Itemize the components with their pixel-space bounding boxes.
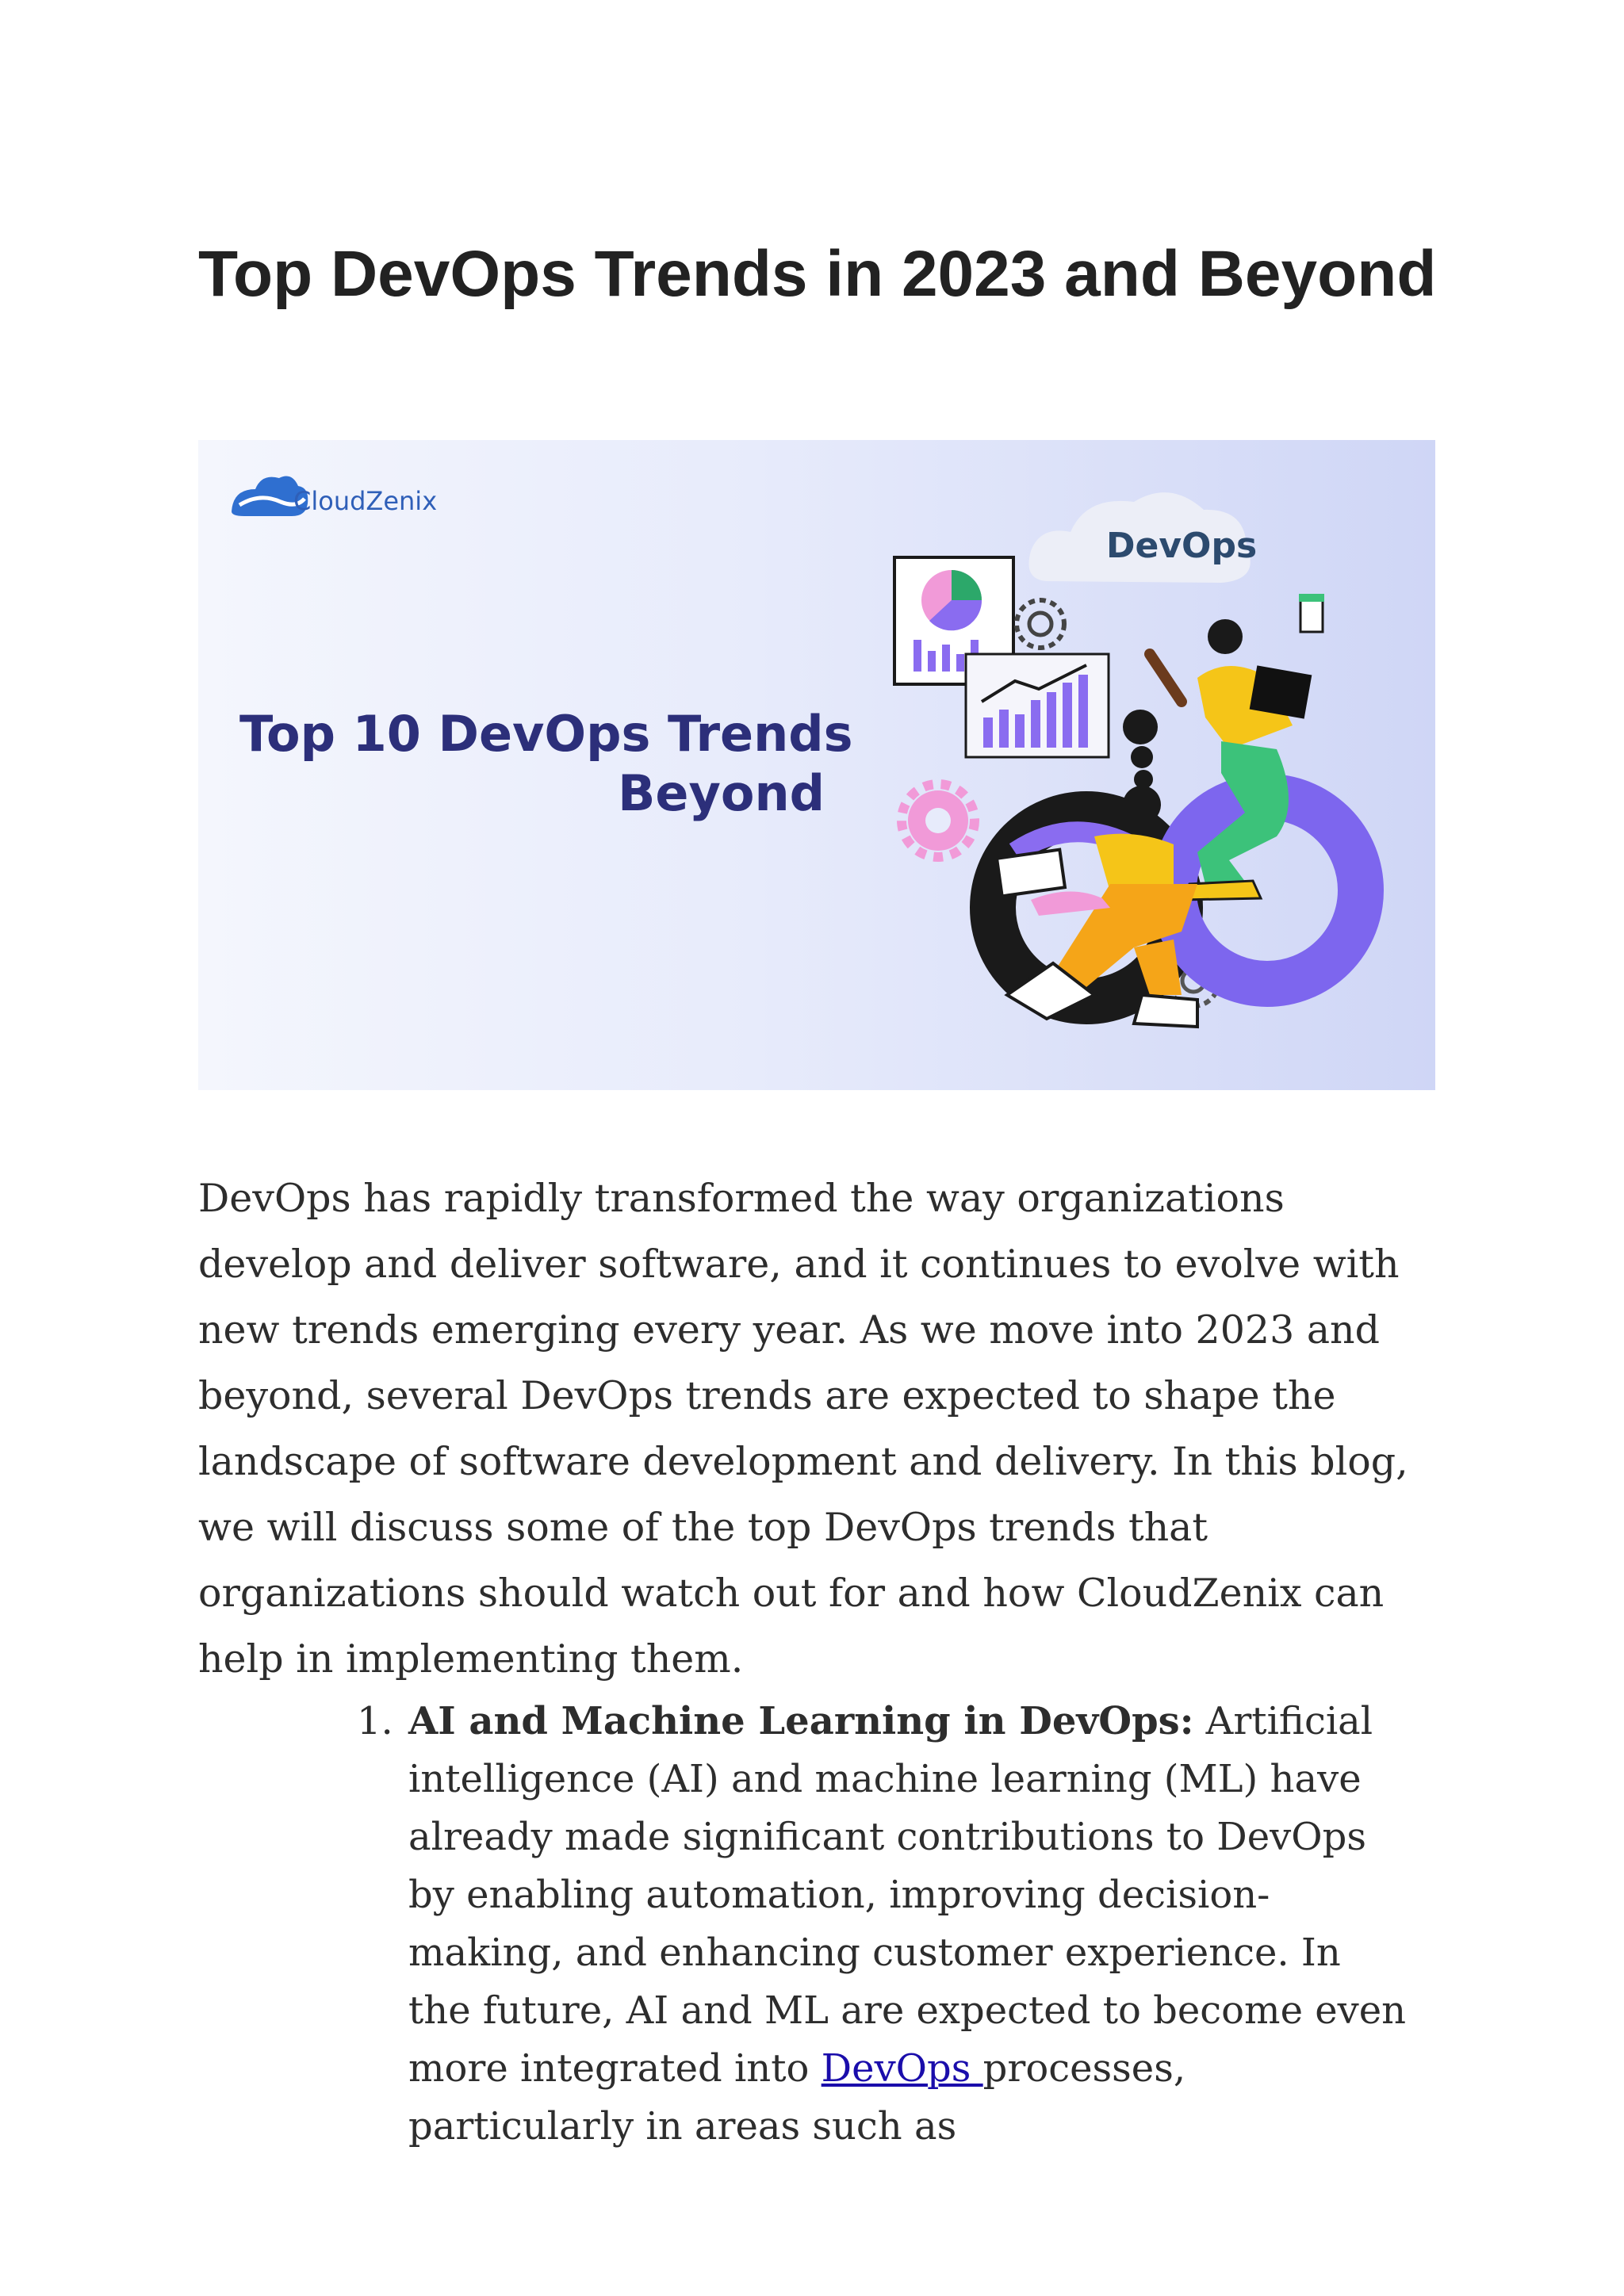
list-item-text: Artificial intelligence (AI) and machine learning (ML) have already made significant contributions to DevOps by enabling automation, improving decision-making, and enhancing customer experience. In the future, AI and ML are expected to become even more integrated into [408,1699,1407,2091]
list-item-title: AI and Machine Learning in DevOps: [408,1699,1194,1743]
trends-list [357,1693,1411,2156]
banner-headline-line2: Beyond [618,764,825,822]
article-title: Top DevOps Trends in 2023 and Beyond [198,238,1437,310]
list-item-number: 1. [357,1699,393,1743]
bar-chart-card-icon [966,654,1109,757]
cloudzenix-logo [232,476,437,516]
logo-text: CloudZenix [293,486,438,516]
cloud-label: DevOps [1106,526,1258,566]
banner-headline-line1: Top 10 DevOps Trends [239,705,853,763]
devops-link[interactable]: DevOps [821,2046,983,2091]
pink-gear-icon [902,784,975,857]
hero-banner-image [198,440,1435,1090]
gear-icon [1017,600,1064,648]
intro-paragraph: DevOps has rapidly transformed the way organizations develop and deliver software, and it continues to evolve with new trends emerging every year. As we move into 2023 and beyond, several DevOps trends are expected to shape the landscape of software development and delivery. In this blog, we will discuss some of the top DevOps trends that organizations should watch out for and how CloudZenix can help in implementing them. [198,1176,1408,1682]
list-item-text-continued: processes, particularly in areas such as [408,2046,1186,2149]
list-item [357,1693,1411,2156]
